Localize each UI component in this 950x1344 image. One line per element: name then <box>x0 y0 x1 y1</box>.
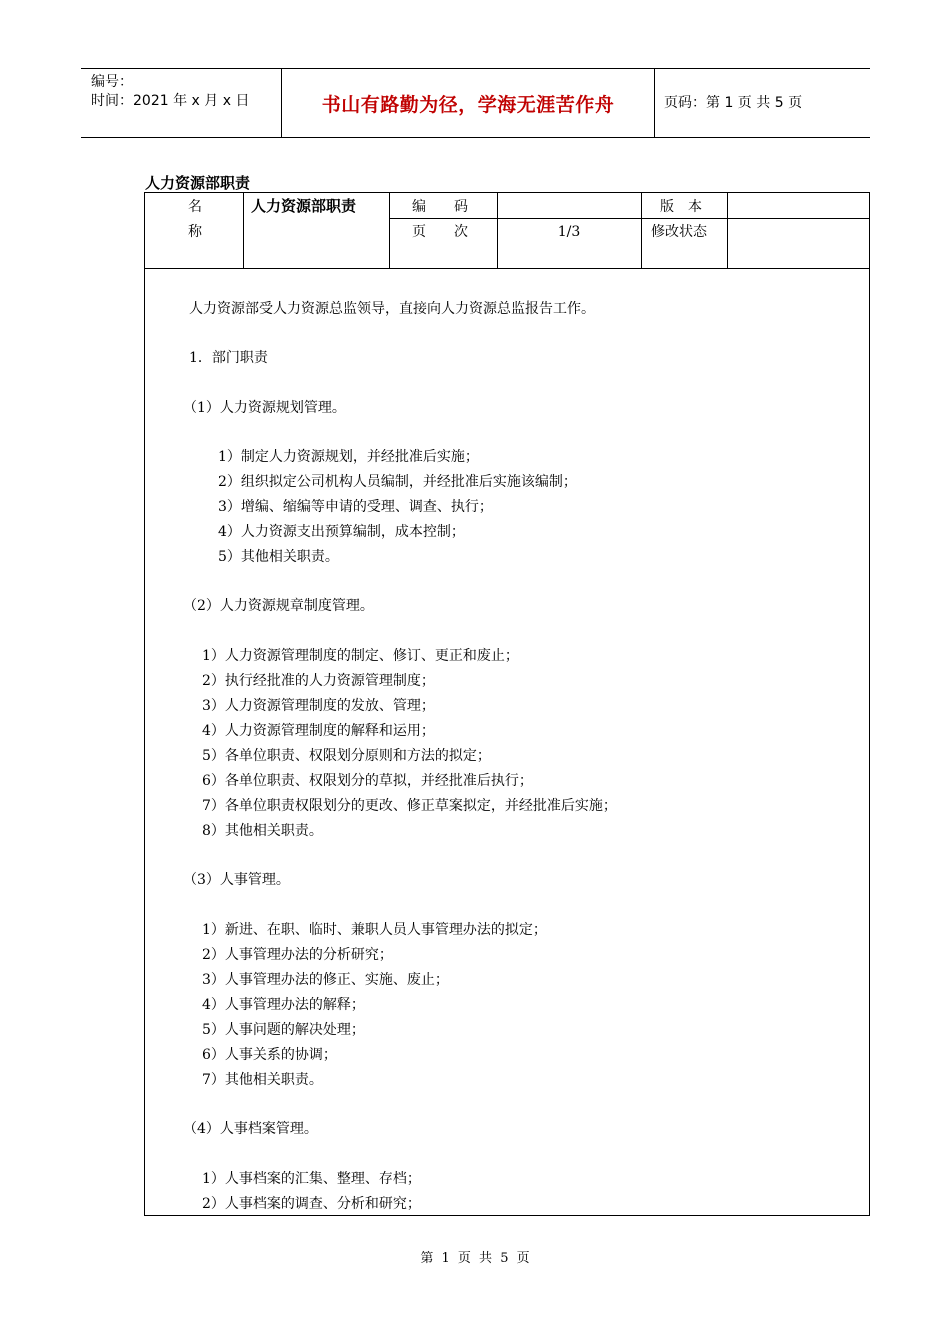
subsection-heading: （3）人事管理。 <box>183 872 290 888</box>
table-rule <box>243 193 244 268</box>
name-value: 人力资源部职责 <box>251 197 357 215</box>
list-item: 5）各单位职责、权限划分原则和方法的拟定； <box>202 748 491 764</box>
list-item: 8）其他相关职责。 <box>202 823 323 839</box>
list-item: 3）增编、缩编等申请的受理、调查、执行； <box>218 499 493 515</box>
section-heading: 1．部门职责 <box>189 350 268 366</box>
subsection-heading: （2）人力资源规章制度管理。 <box>183 598 374 614</box>
list-item: 1）人事档案的汇集、整理、存档； <box>202 1171 421 1187</box>
list-item: 2）人事管理办法的分析研究； <box>202 947 393 963</box>
code-label: 编 码 <box>412 199 468 215</box>
page-label: 页 次 <box>412 224 468 240</box>
subsection-heading: （1）人力资源规划管理。 <box>183 400 346 416</box>
table-rule <box>641 193 642 268</box>
list-item: 1）制定人力资源规划，并经批准后实施； <box>218 449 479 465</box>
list-item: 4）人力资源支出预算编制，成本控制； <box>218 524 465 540</box>
document-title: 人力资源部职责 <box>145 174 251 192</box>
list-item: 1）人力资源管理制度的制定、修订、更正和废止； <box>202 648 519 664</box>
list-item: 6）人事关系的协调； <box>202 1047 337 1063</box>
intro-paragraph: 人力资源部受人力资源总监领导，直接向人力资源总监报告工作。 <box>189 301 595 317</box>
list-item: 2）人事档案的调查、分析和研究； <box>202 1196 421 1212</box>
list-item: 3）人力资源管理制度的发放、管理； <box>202 698 435 714</box>
version-label: 版 本 <box>660 199 702 215</box>
subsection-heading: （4）人事档案管理。 <box>183 1121 318 1137</box>
list-item: 4）人力资源管理制度的解释和运用； <box>202 723 435 739</box>
header-meta <box>91 73 249 111</box>
list-item: 2）执行经批准的人力资源管理制度； <box>202 673 435 689</box>
list-item: 2）组织拟定公司机构人员编制，并经批准后实施该编制； <box>218 474 577 490</box>
list-item: 5）其他相关职责。 <box>218 549 339 565</box>
table-rule <box>389 193 390 268</box>
list-item: 1）新进、在职、临时、兼职人员人事管理办法的拟定； <box>202 922 547 938</box>
list-item: 6）各单位职责、权限划分的草拟，并经批准后执行； <box>202 773 533 789</box>
header-page-info: 页码：第 1 页 共 5 页 <box>664 95 803 111</box>
page-footer: 第 1 页 共 5 页 <box>420 1251 530 1266</box>
code-label: 编号： <box>91 74 133 90</box>
header-divider <box>654 69 655 137</box>
time-label: 时间：2021 年 x 月 x 日 <box>91 93 250 109</box>
table-rule <box>389 218 869 219</box>
list-item: 5）人事问题的解决处理； <box>202 1022 365 1038</box>
list-item: 7）各单位职责权限划分的更改、修正草案拟定，并经批准后实施； <box>202 798 617 814</box>
revision-label: 修改状态 <box>651 224 707 240</box>
list-item: 3）人事管理办法的修正、实施、废止； <box>202 972 449 988</box>
name-label: 称 <box>188 224 202 240</box>
page-header <box>81 68 870 138</box>
table-rule <box>145 268 869 269</box>
table-rule <box>727 193 728 268</box>
header-motto: 书山有路勤为径，学海无涯苦作舟 <box>321 93 615 116</box>
list-item: 7）其他相关职责。 <box>202 1072 323 1088</box>
document-frame <box>144 192 870 1216</box>
name-label: 名 <box>188 199 202 215</box>
page-value: 1/3 <box>557 224 581 240</box>
list-item: 4）人事管理办法的解释； <box>202 997 365 1013</box>
